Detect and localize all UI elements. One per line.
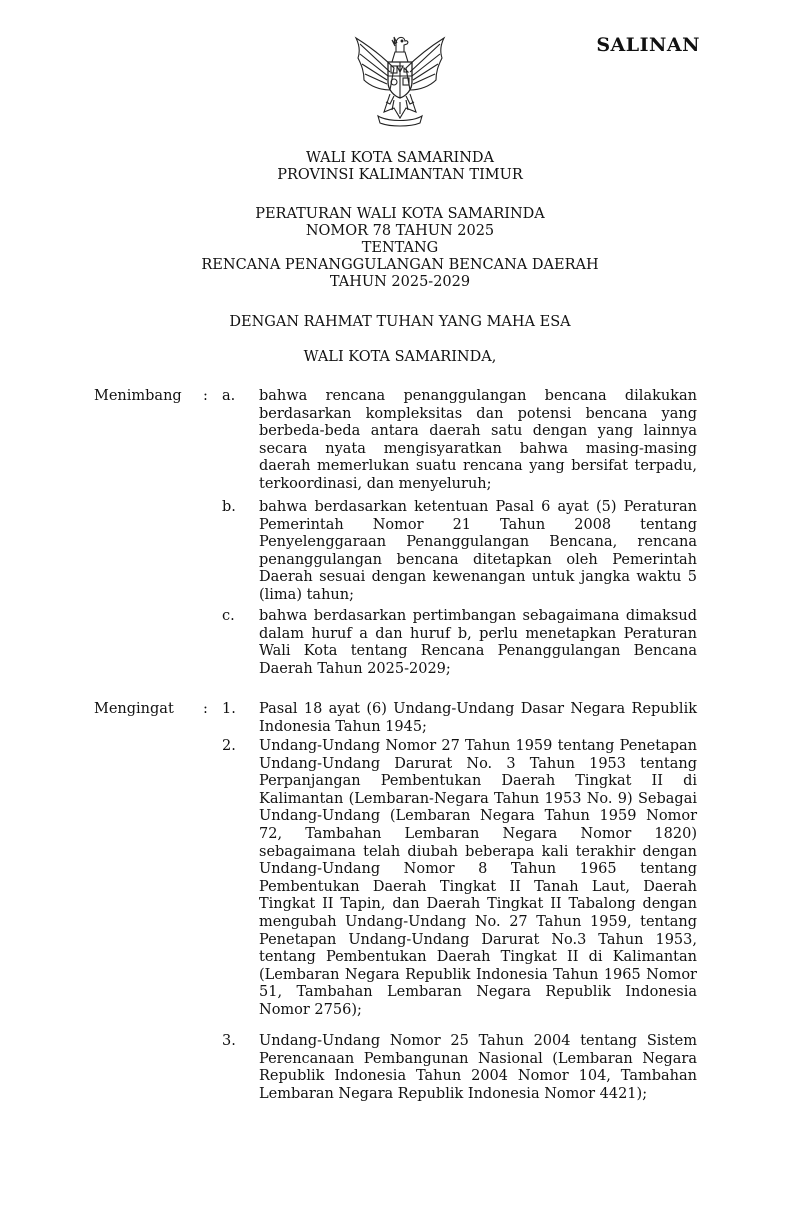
title-line-number: NOMOR 78 TAHUN 2025 [305, 223, 495, 239]
item-text: bahwa berdasarkan pertimbangan sebagaimana dimaksud dalam huruf a dan huruf b, perlu menetapkan Peraturan Wali Kota tentang Rencana Penanggulangan Bencana Daerah Tahun 2025-2029; [259, 608, 697, 677]
item-marker: 1. [222, 701, 236, 717]
blessing-line: DENGAN RAHMAT TUHAN YANG MAHA ESA [229, 314, 571, 330]
item-marker: a. [222, 388, 236, 404]
item-marker: 3. [222, 1033, 236, 1049]
item-text: bahwa berdasarkan ketentuan Pasal 6 ayat (5) Peraturan Pemerintah Nomor 21 Tahun 2008 tentang Penyelenggaraan Penanggulangan Bencana, rencana penanggulangan bencana ditetapkan oleh Pemerintah Daerah sesuai dengan kewenangan untuk jangka waktu 5 (lima) tahun; [259, 499, 697, 603]
item-marker: b. [222, 499, 236, 515]
item-marker: c. [222, 608, 235, 624]
mengingat-colon: : [203, 701, 208, 717]
menimbang-label: Menimbang [94, 388, 182, 404]
item-text: Undang-Undang Nomor 25 Tahun 2004 tentang Sistem Perencanaan Pembangunan Nasional (Lembaran Negara Republik Indonesia Tahun 2004 Nomor 104, Tambahan Lembaran Negara Republik Indonesia Nomor 4421); [259, 1033, 697, 1102]
mengingat-label: Mengingat [94, 701, 174, 717]
header-line-province: PROVINSI KALIMANTAN TIMUR [277, 167, 523, 183]
item-text: bahwa rencana penanggulangan bencana dilakukan berdasarkan kompleksitas dan potensi bencana yang berbeda-beda antara daerah satu dengan yang lainnya secara nyata mengisyaratkan bahwa masing-masing daerah memerlukan suatu rencana yang bersifat terpadu, terkoordinasi, dan menyeluruh; [259, 388, 697, 492]
title-line-subject: RENCANA PENANGGULANGAN BENCANA DAERAH [201, 257, 599, 273]
title-line-years: TAHUN 2025-2029 [329, 274, 471, 290]
issuer-line: WALI KOTA SAMARINDA, [303, 349, 497, 365]
title-line-about: TENTANG [361, 240, 439, 256]
menimbang-colon: : [203, 388, 208, 404]
item-marker: 2. [222, 738, 236, 754]
regulation-title [0, 206, 800, 291]
copy-stamp: SALINAN [596, 34, 700, 56]
regional-header [0, 150, 800, 184]
header-line-mayor: WALI KOTA SAMARINDA [305, 150, 495, 166]
item-text: Undang-Undang Nomor 27 Tahun 1959 tentang Penetapan Undang-Undang Darurat No. 3 Tahun 1953 tentang Perpanjangan Pembentukan Daerah Tingkat II di Kalimantan (Lembaran-Negara Tahun 1953 No. 9) Sebagai Undang-Undang (Lembaran Negara Tahun 1959 Nomor 72, Tambahan Lembaran Negara Nomor 1820) sebagaimana telah diubah beberapa kali terakhir dengan Undang-Undang Nomor 8 Tahun 1965 tentang Pembentukan Daerah Tingkat II Tanah Laut, Daerah Tingkat II Tapin, dan Daerah Tingkat II Tabalong dengan mengubah Undang-Undang No. 27 Tahun 1959, tentang Penetapan Undang-Undang Darurat No.3 Tahun 1953, tentang Pembentukan Daerah Tingkat II di Kalimantan (Lembaran Negara Republik Indonesia Tahun 1965 Nomor 51, Tambahan Lembaran Negara Republik Indonesia Nomor 2756); [259, 738, 697, 1018]
item-text: Pasal 18 ayat (6) Undang-Undang Dasar Negara Republik Indonesia Tahun 1945; [259, 701, 697, 735]
title-line-regulation: PERATURAN WALI KOTA SAMARINDA [255, 206, 545, 222]
garuda-emblem-icon [350, 28, 450, 128]
